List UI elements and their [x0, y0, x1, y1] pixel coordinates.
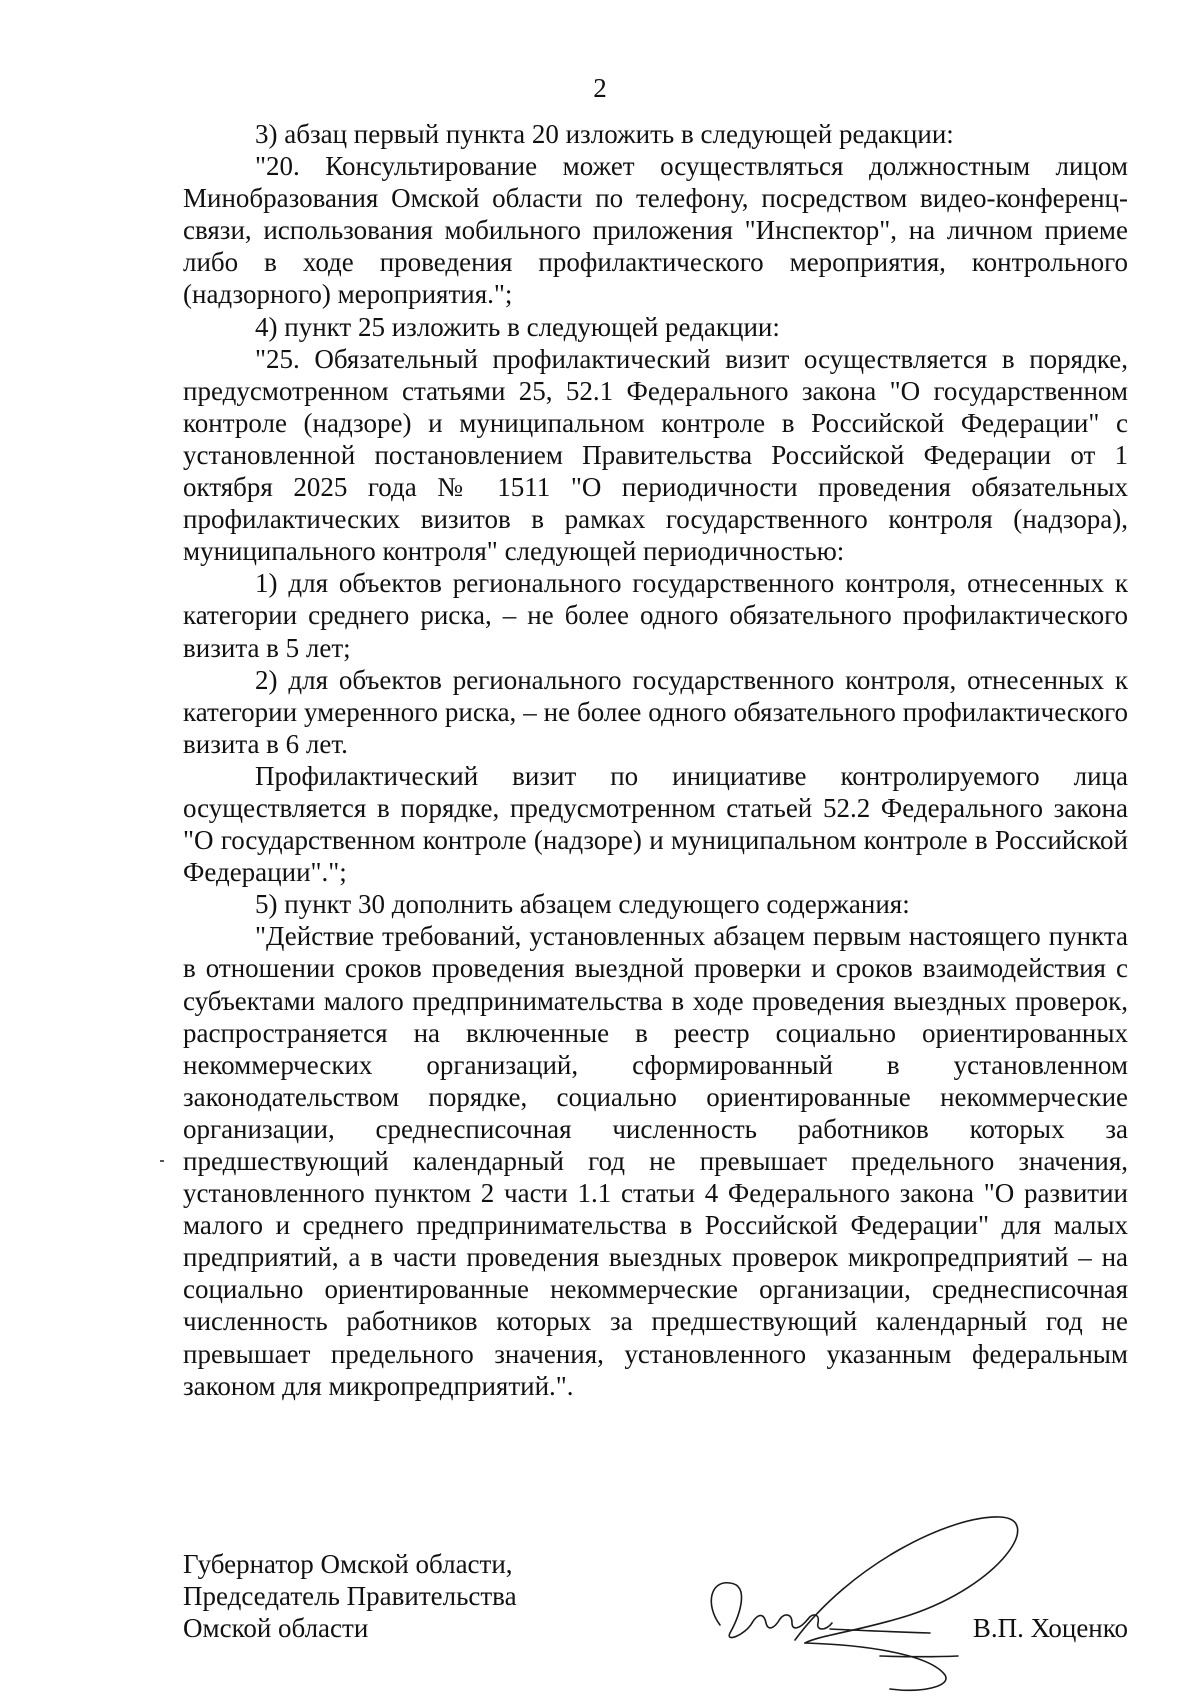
paragraph-point-30-addition: "Действие требований, установленных абзацем первым настоящего пункта в отношении сроков проведения выездной проверки и сроков взаимодействия с субъектами малого предпринимательства в ходе проведения выездных проверок, распространяется на включенные в реестр социально ориентированных некоммерческих организаций, сформированный в установленном законодательством порядке, социально ориентированные некоммерческие организации, среднесписочная численность работников которых за предшествующий календарный год не превышает предельного значения, установленного пунктом 2 части 1.1 статьи 4 Федерального закона "О развитии малого и среднего предпринимательства в Российской Федерации" для малых предприятий, а в части проведения выездных проверок микропредприятий – на социально ориентированные некоммерческие организации, среднесписочная численность работников которых за предшествующий календарный год не превышает предельного значения, установленного указанным федеральным законом для микропредприятий.".: [183, 921, 1128, 1401]
paragraph-point-25: "25. Обязательный профилактический визит осуществляется в порядке, предусмотренном статьями 25, 52.1 Федерального закона "О государственном контроле (надзоре) и муниципальном контроле в Российской Федерации" с установленной постановлением Правительства Российской Федерации от 1 октября 2025 года № 1511 "О периодичности проведения обязательных профилактических визитов в рамках государственного контроля (надзора), муниципального контроля" следующей периодичностью:: [183, 343, 1128, 567]
handwritten-signature: [700, 1505, 1100, 1695]
paragraph-initiative-visit: Профилактический визит по инициативе контролируемого лица осуществляется в порядке, предусмотренном статьей 52.2 Федерального закона "О государственном контроле (надзоре) и муниципальном контроле в Российской Федерации".";: [183, 760, 1128, 888]
signatory-name: В.П. Хоценко: [972, 1613, 1128, 1643]
document-body: [183, 118, 1128, 1402]
signatory-title-line: Председатель Правительства: [183, 1581, 517, 1611]
paragraph-subitem-1: 1) для объектов регионального государственного контроля, отнесенных к категории среднего риска, – не более одного обязательного профилактического визита в 5 лет;: [183, 568, 1128, 663]
signatory-title-line: Губернатор Омской области,: [183, 1549, 513, 1579]
paragraph-subitem-2: 2) для объектов регионального государственного контроля, отнесенных к категории умеренного риска, – не более одного обязательного профилактического визита в 6 лет.: [183, 664, 1128, 759]
paragraph-point-20: "20. Консультирование может осуществляться должностным лицом Минобразования Омской области по телефону, посредством видео-конференц-связи, использования мобильного приложения "Инспектор", на личном приеме либо в ходе проведения профилактического мероприятия, контрольного (надзорного) мероприятия.";: [183, 151, 1128, 310]
paragraph-amend-item-5: 5) пункт 30 дополнить абзацем следующего содержания:: [255, 889, 910, 920]
signatory-title: [183, 1548, 517, 1644]
signatory-title-line: Омской области: [183, 1613, 369, 1643]
scan-margin-mark: [160, 1160, 164, 1162]
paragraph-amend-item-3: 3) абзац первый пункта 20 изложить в следующей редакции:: [255, 119, 954, 149]
page-number: 2: [593, 73, 607, 103]
paragraph-amend-item-4: 4) пункт 25 изложить в следующей редакции:: [255, 311, 780, 342]
